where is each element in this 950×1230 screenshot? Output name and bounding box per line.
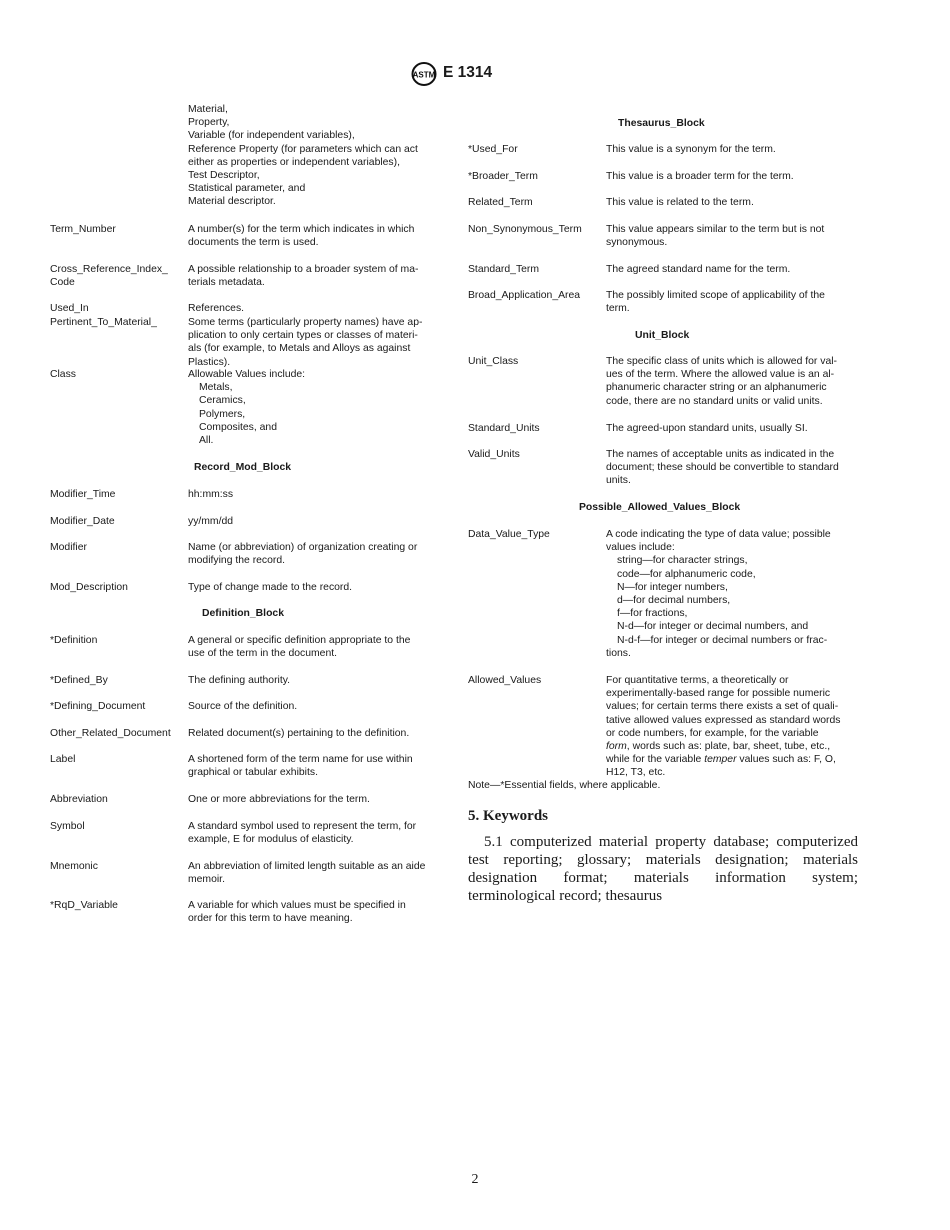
field-name: Broad_Application_Area: [468, 290, 581, 301]
field-description: An abbreviation of limited length suitable as an aide memoir.: [188, 861, 426, 886]
field-name: Pertinent_To_Material_: [50, 317, 157, 328]
field-description: yy/mm/dd: [188, 516, 234, 527]
field-description: Type of change made to the record.: [188, 582, 353, 593]
field-description: The names of acceptable units as indicated in the document; these should be convertible to standard units.: [606, 449, 839, 487]
field-description: Source of the definition.: [188, 701, 298, 712]
field-description: Name (or abbreviation) of organization creating or modifying the record.: [188, 542, 418, 567]
field-description: For quantitative terms, a theoretically or experimentally-based range for possible numeric values; for certain terms there exists a set of quali- tative allowed values expressed as standard words or code numbers, for example, for the variable form, words such as: plate, bar, sheet, tube, etc., while for the variable temper values such as: F, O, H12, T3, etc.: [606, 675, 841, 779]
field-description: The possibly limited scope of applicability of the term.: [606, 290, 825, 315]
field-name: *Defining_Document: [50, 701, 146, 712]
field-name: Data_Value_Type: [468, 529, 550, 540]
field-name: Modifier: [50, 542, 87, 553]
block-heading: Thesaurus_Block: [618, 118, 705, 129]
field-description: Related document(s) pertaining to the definition.: [188, 728, 410, 739]
field-name: Symbol: [50, 821, 85, 832]
block-heading: Unit_Block: [635, 330, 690, 341]
field-name: Allowed_Values: [468, 675, 542, 686]
keywords-paragraph: 5.1 computerized material property database; computerized test reporting; glossary; materials designation; materials designation format; materials information system; terminological record; thesaurus: [468, 834, 858, 904]
field-description: A variable for which values must be specified in order for this term to have meaning.: [188, 900, 406, 925]
field-name: Other_Related_Document: [50, 728, 171, 739]
field-name: Standard_Term: [468, 264, 540, 275]
field-name: *Definition: [50, 635, 98, 646]
field-description: The agreed standard name for the term.: [606, 264, 791, 275]
field-name: Label: [50, 754, 76, 765]
field-name: Term_Number: [50, 224, 116, 235]
field-name: Related_Term: [468, 197, 533, 208]
svg-text:ASTM: ASTM: [412, 70, 436, 80]
field-description: The defining authority.: [188, 675, 291, 686]
field-name: Mod_Description: [50, 582, 128, 593]
field-description: A code indicating the type of data value; possible values include: string—for character strings, code—for alphanumeric code, N—for integer numbers, d—for decimal numbers, f—for fractions, N-d—for integer or decimal numbers, and N-d-f—for integer or decimal numbers or frac- tions.: [606, 529, 831, 659]
field-name: *RqD_Variable: [50, 900, 118, 911]
field-description: This value is related to the term.: [606, 197, 754, 208]
astm-logo-icon: [411, 62, 437, 86]
field-name: Used_In: [50, 303, 89, 314]
block-heading: Definition_Block: [202, 608, 284, 619]
table-note: Note—*Essential fields, where applicable.: [468, 780, 661, 791]
block-heading: Possible_Allowed_Values_Block: [579, 502, 741, 513]
field-name: Modifier_Date: [50, 516, 115, 527]
field-name: *Used_For: [468, 144, 518, 155]
field-description: One or more abbreviations for the term.: [188, 794, 370, 805]
field-name: Class: [50, 369, 76, 380]
field-description: hh:mm:ss: [188, 489, 234, 500]
field-name: Unit_Class: [468, 356, 519, 367]
document-id: E 1314: [443, 64, 493, 81]
field-name: Mnemonic: [50, 861, 98, 872]
block-heading: Record_Mod_Block: [194, 462, 292, 473]
field-description: Allowable Values include: Metals, Ceramics, Polymers, Composites, and All.: [188, 369, 306, 447]
field-name: *Defined_By: [50, 675, 108, 686]
field-description: The specific class of units which is allowed for val- ues of the term. Where the allowed value is an al- phanumeric character string or an alphanumeric code, there are no standard units or valid units.: [606, 356, 837, 407]
term-type-values: Material, Property, Variable (for independent variables), Reference Property (for parameters which can act either as properties or independent variables), Test Descriptor, Statistical parameter, and Material descriptor.: [188, 104, 418, 208]
field-name: Abbreviation: [50, 794, 108, 805]
field-name: Modifier_Time: [50, 489, 116, 500]
field-name: Non_Synonymous_Term: [468, 224, 582, 235]
field-description: A standard symbol used to represent the term, for example, E for modulus of elasticity.: [188, 821, 417, 846]
field-description: This value appears similar to the term but is not synonymous.: [606, 224, 825, 249]
field-name: Standard_Units: [468, 423, 540, 434]
field-description: A number(s) for the term which indicates in which documents the term is used.: [188, 224, 415, 249]
field-description: References.: [188, 303, 245, 314]
field-name: *Broader_Term: [468, 171, 538, 182]
field-description: This value is a broader term for the term.: [606, 171, 794, 182]
section-heading: 5. Keywords: [468, 808, 548, 824]
field-description: A shortened form of the term name for use within graphical or tabular exhibits.: [188, 754, 413, 779]
field-name: Valid_Units: [468, 449, 520, 460]
field-description: This value is a synonym for the term.: [606, 144, 776, 155]
field-name: Cross_Reference_Index_ Code: [50, 264, 168, 289]
field-description: The agreed-upon standard units, usually SI.: [606, 423, 808, 434]
field-description: A possible relationship to a broader system of ma- terials metadata.: [188, 264, 419, 289]
field-description: Some terms (particularly property names) have ap- plication to only certain types or classes of materi- als (for example, to Metals and Alloys as against Plastics).: [188, 317, 423, 368]
page-number: 2: [471, 1172, 479, 1187]
field-description: A general or specific definition appropriate to the use of the term in the document.: [188, 635, 411, 660]
page-header: [0, 60, 950, 88]
